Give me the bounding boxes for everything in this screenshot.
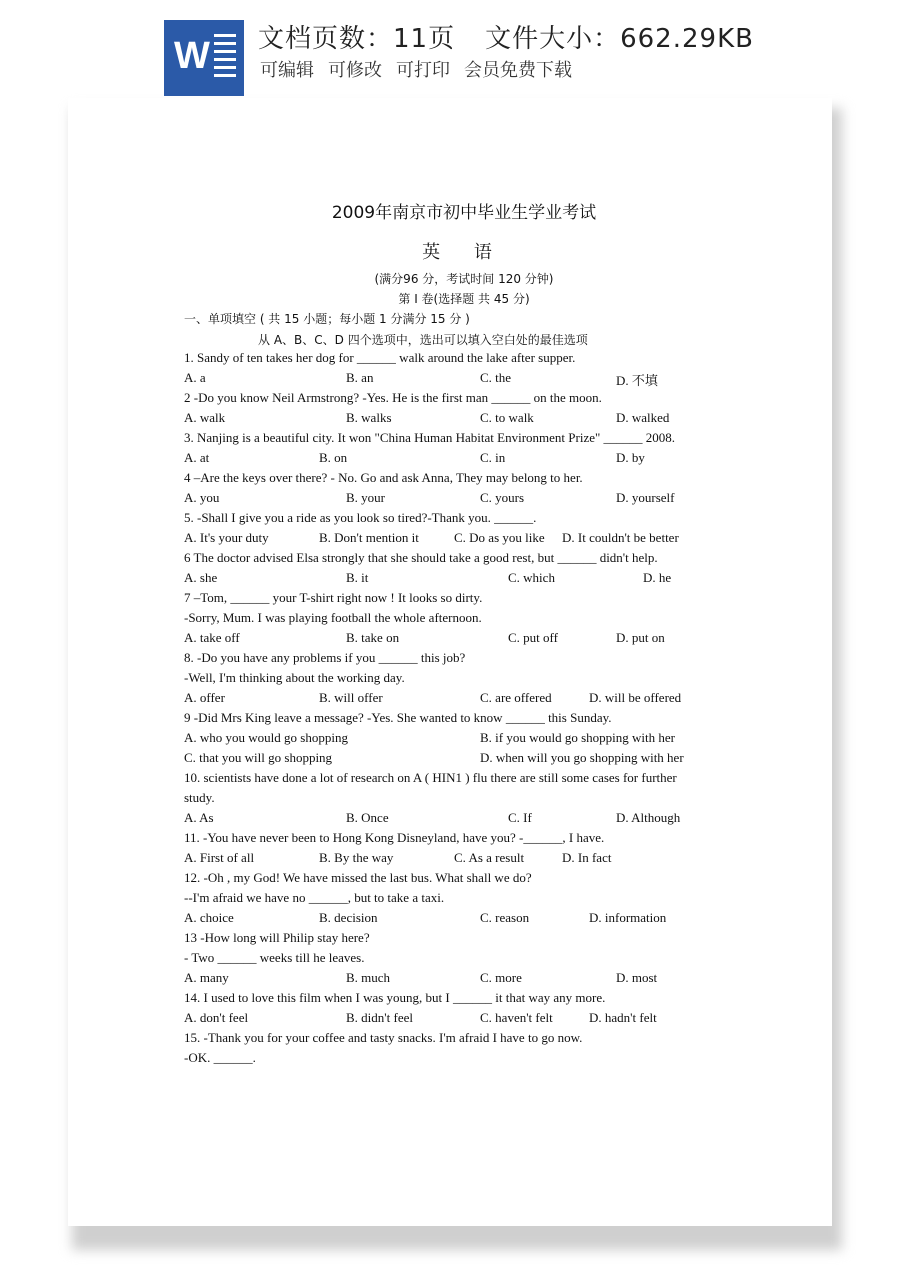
feature-printable: 可打印 <box>396 60 450 81</box>
answer-option: B. Don't mention it <box>319 530 419 545</box>
answer-option: C. in <box>480 450 506 465</box>
options-row <box>184 450 744 468</box>
answer-option: B. didn't feel <box>346 1010 413 1025</box>
options-row <box>184 530 744 548</box>
volume-heading: 第 I 卷(选择题 共 45 分) <box>398 292 530 306</box>
options-row <box>184 570 744 588</box>
question-line: 7 –Tom, ______ your T-shirt right now ! It looks so dirty. <box>184 590 483 605</box>
feature-editable: 可编辑 <box>260 60 314 81</box>
answer-option: A. It's your duty <box>184 530 269 545</box>
document-meta <box>258 18 754 55</box>
answer-option: A. who you would go shopping <box>184 730 348 745</box>
document-page <box>68 98 832 1226</box>
answer-option: A. many <box>184 970 229 985</box>
question-line: 5. -Shall I give you a ride as you look so tired?-Thank you. ______. <box>184 510 537 525</box>
answer-option: B. will offer <box>319 690 383 705</box>
answer-option: A. As <box>184 810 214 825</box>
section-instruction: 从 A、B、C、D 四个选项中，选出可以填入空白处的最佳选项 <box>258 333 588 347</box>
question-line: 10. scientists have done a lot of research on A ( HIN1 ) flu there are still some cases for further <box>184 770 677 785</box>
options-row <box>184 750 744 768</box>
answer-option: B. if you would go shopping with her <box>480 730 675 745</box>
question-line: 2 -Do you know Neil Armstrong? -Yes. He is the first man ______ on the moon. <box>184 390 602 405</box>
answer-option: D. he <box>643 570 672 585</box>
answer-option: D. most <box>616 970 658 985</box>
answer-option: A. at <box>184 450 210 465</box>
section-heading: 一、单项填空 ( 共 15 小题；每小题 1 分满分 15 分 ) <box>184 312 470 326</box>
options-row <box>184 410 744 428</box>
answer-option: C. If <box>508 810 532 825</box>
exam-title: 2009年南京市初中毕业生学业考试 <box>331 203 597 223</box>
word-icon-letter: W <box>174 35 210 77</box>
answer-option: B. it <box>346 570 369 585</box>
answer-option: B. Once <box>346 810 389 825</box>
answer-option: A. choice <box>184 910 234 925</box>
answer-option: A. don't feel <box>184 1010 249 1025</box>
answer-option: A. offer <box>184 690 225 705</box>
question-line: 13 -How long will Philip stay here? <box>184 930 370 945</box>
options-row <box>184 370 744 388</box>
answer-option: B. an <box>346 370 374 385</box>
question-line: 8. -Do you have any problems if you ______ this job? <box>184 650 466 665</box>
options-row <box>184 910 744 928</box>
page-count: 文档页数：11页 <box>258 24 456 54</box>
answer-option: C. As a result <box>454 850 525 865</box>
question-line: --I'm afraid we have no ______, but to take a taxi. <box>184 890 445 905</box>
question-line: -OK. ______. <box>184 1050 256 1065</box>
answer-option: C. yours <box>480 490 525 505</box>
answer-option: C. haven't felt <box>480 1010 553 1025</box>
answer-option: B. your <box>346 490 385 505</box>
answer-option: D. information <box>589 910 667 925</box>
answer-option: D. hadn't felt <box>589 1010 657 1025</box>
exam-subject: 英 语 <box>422 242 506 263</box>
answer-option: C. Do as you like <box>454 530 545 545</box>
answer-option: B. decision <box>319 910 378 925</box>
answer-option: D. walked <box>616 410 670 425</box>
answer-option: A. she <box>184 570 218 585</box>
answer-option: C. to walk <box>480 410 534 425</box>
header-bar <box>0 0 900 100</box>
question-line: -Well, I'm thinking about the working day. <box>184 670 405 685</box>
options-row <box>184 810 744 828</box>
options-row <box>184 970 744 988</box>
answer-option: A. walk <box>184 410 226 425</box>
answer-option: D. when will you go shopping with her <box>480 750 684 765</box>
answer-option: D. will be offered <box>589 690 682 705</box>
answer-option: D. yourself <box>616 490 675 505</box>
feature-member-download: 会员免费下载 <box>464 60 572 81</box>
question-line: - Two ______ weeks till he leaves. <box>184 950 365 965</box>
options-row <box>184 1010 744 1028</box>
answer-option: A. First of all <box>184 850 255 865</box>
question-line: 4 –Are the keys over there? - No. Go and ask Anna, They may belong to her. <box>184 470 583 485</box>
answer-option: B. take on <box>346 630 400 645</box>
answer-option: D. by <box>616 450 645 465</box>
answer-option: D. It couldn't be better <box>562 530 679 545</box>
feature-modifiable: 可修改 <box>328 60 382 81</box>
options-row <box>184 850 744 868</box>
answer-option: C. are offered <box>480 690 552 705</box>
answer-option: D. put on <box>616 630 665 645</box>
answer-option: B. much <box>346 970 391 985</box>
options-row <box>184 730 744 748</box>
answer-option: C. more <box>480 970 522 985</box>
answer-option: C. which <box>508 570 555 585</box>
question-line: 3. Nanjing is a beautiful city. It won "China Human Habitat Environment Prize" ______ 2008. <box>184 430 676 445</box>
answer-option: B. By the way <box>319 850 394 865</box>
answer-option: C. put off <box>508 630 558 645</box>
answer-option: A. take off <box>184 630 240 645</box>
word-document-icon <box>164 20 244 96</box>
question-line: 9 -Did Mrs King leave a message? -Yes. She wanted to know ______ this Sunday. <box>184 710 612 725</box>
options-row <box>184 690 744 708</box>
question-line: 1. Sandy of ten takes her dog for ______ walk around the lake after supper. <box>184 350 576 365</box>
answer-option: D. 不填 <box>616 373 658 388</box>
options-row <box>184 490 744 508</box>
question-line: study. <box>184 790 215 805</box>
question-line: 11. -You have never been to Hong Kong Disneyland, have you? -______, I have. <box>184 830 605 845</box>
question-line: 12. -Oh , my God! We have missed the last bus. What shall we do? <box>184 870 532 885</box>
exam-info: (满分96 分，考试时间 120 分钟) <box>374 272 554 286</box>
answer-option: C. reason <box>480 910 530 925</box>
answer-option: C. that you will go shopping <box>184 750 333 765</box>
question-line: 14. I used to love this film when I was young, but I ______ it that way any more. <box>184 990 606 1005</box>
file-size: 文件大小：662.29KB <box>485 24 754 54</box>
answer-option: D. Although <box>616 810 681 825</box>
feature-list <box>260 56 586 82</box>
question-line: -Sorry, Mum. I was playing football the whole afternoon. <box>184 610 482 625</box>
answer-option: A. a <box>184 370 206 385</box>
options-row <box>184 630 744 648</box>
question-line: 6 The doctor advised Elsa strongly that she should take a good rest, but ______ didn't help. <box>184 550 658 565</box>
answer-option: C. the <box>480 370 512 385</box>
answer-option: B. on <box>319 450 348 465</box>
answer-option: D. In fact <box>562 850 612 865</box>
answer-option: B. walks <box>346 410 392 425</box>
question-line: 15. -Thank you for your coffee and tasty snacks. I'm afraid I have to go now. <box>184 1030 583 1045</box>
answer-option: A. you <box>184 490 220 505</box>
